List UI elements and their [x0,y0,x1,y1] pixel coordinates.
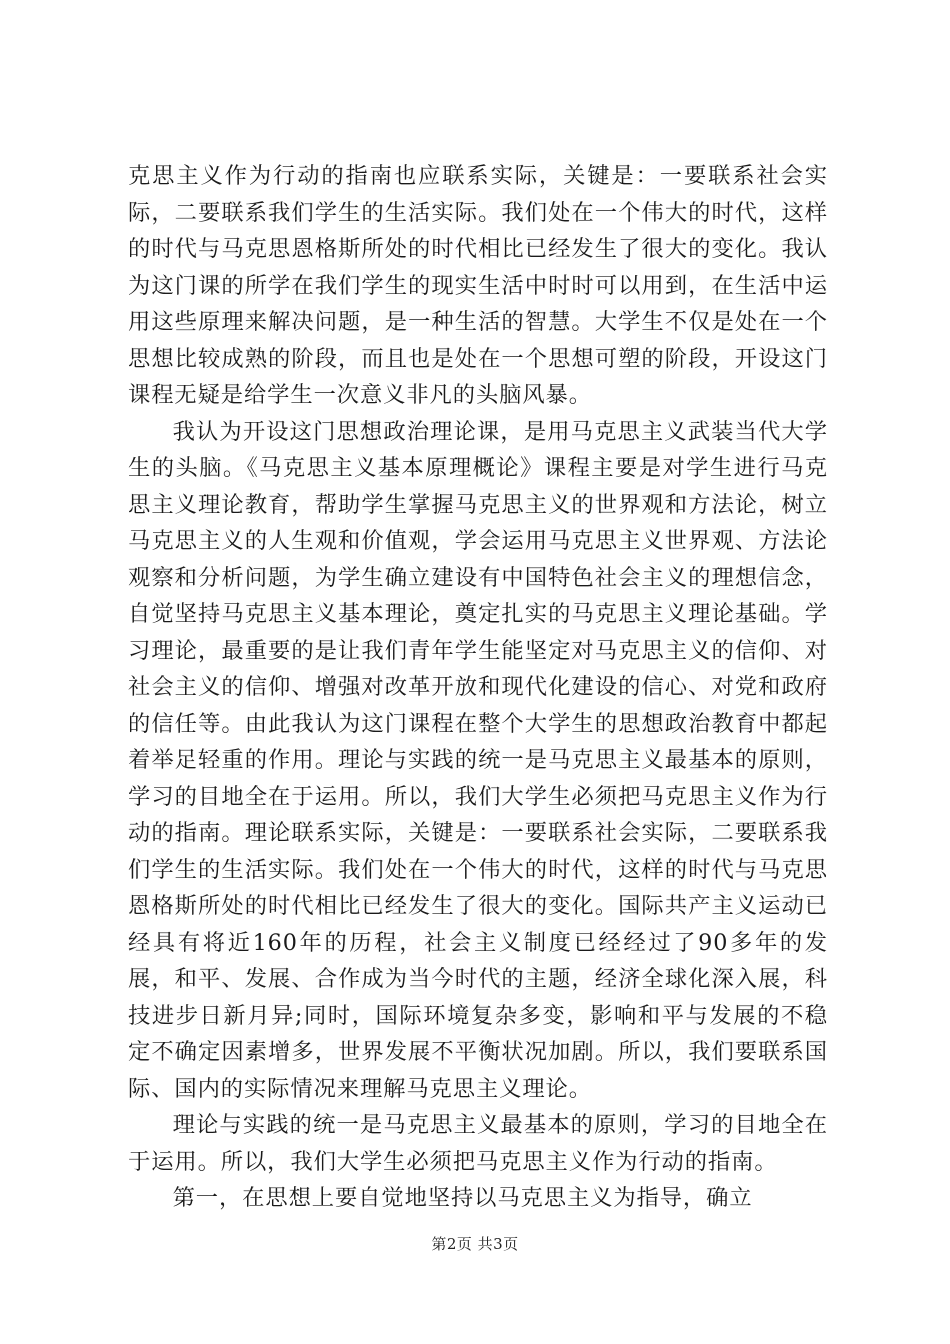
paragraph-2: 我认为开设这门思想政治理论课，是用马克思主义武装当代大学生的头脑。《马克思主义基本原理概论》课程主要是对学生进行马克思主义理论教育，帮助学生掌握马克思主义的世界观和方法论，树立马克思主义的人生观和价值观，学会运用马克思主义世界观、方法论观察和分析问题，为学生确立建设有中国特色社会主义的理想信念，自觉坚持马克思主义基本理论，奠定扎实的马克思主义理论基础。学习理论，最重要的是让我们青年学生能坚定对马克思主义的信仰、对社会主义的信仰、增强对改革开放和现代化建设的信心、对党和政府的信任等。由此我认为这门课程在整个大学生的思想政治教育中都起着举足轻重的作用。理论与实践的统一是马克思主义最基本的原则，学习的目地全在于运用。所以，我们大学生必须把马克思主义作为行动的指南。理论联系实际，关键是：一要联系社会实际，二要联系我们学生的生活实际。我们处在一个伟大的时代，这样的时代与马克思恩格斯所处的时代相比已经发生了很大的变化。国际共产主义运动已经具有将近160年的历程，社会主义制度已经经过了90多年的发展，和平、发展、合作成为当今时代的主题，经济全球化深入展，科技进步日新月异;同时，国际环境复杂多变，影响和平与发展的不稳定不确定因素增多，世界发展不平衡状况加剧。所以，我们要联系国际、国内的实际情况来理解马克思主义理论。 [128,418,828,1102]
paragraph-3: 理论与实践的统一是马克思主义最基本的原则，学习的目地全在于运用。所以，我们大学生必须把马克思主义作为行动的指南。 [128,1112,828,1175]
paragraph-1: 克思主义作为行动的指南也应联系实际，关键是：一要联系社会实际，二要联系我们学生的生活实际。我们处在一个伟大的时代，这样的时代与马克思恩格斯所处的时代相比已经发生了很大的变化。我认为这门课的所学在我们学生的现实生活中时时可以用到，在生活中运用这些原理来解决问题，是一种生活的智慧。大学生不仅是处在一个思想比较成熟的阶段，而且也是处在一个思想可塑的阶段，开设这门课程无疑是给学生一次意义非凡的头脑风暴。 [128,163,828,408]
page-footer: 第2页 共3页 [431,1235,519,1253]
document-body [128,158,828,1217]
paragraph-4: 第一，在思想上要自觉地坚持以马克思主义为指导，确立 [172,1185,753,1211]
